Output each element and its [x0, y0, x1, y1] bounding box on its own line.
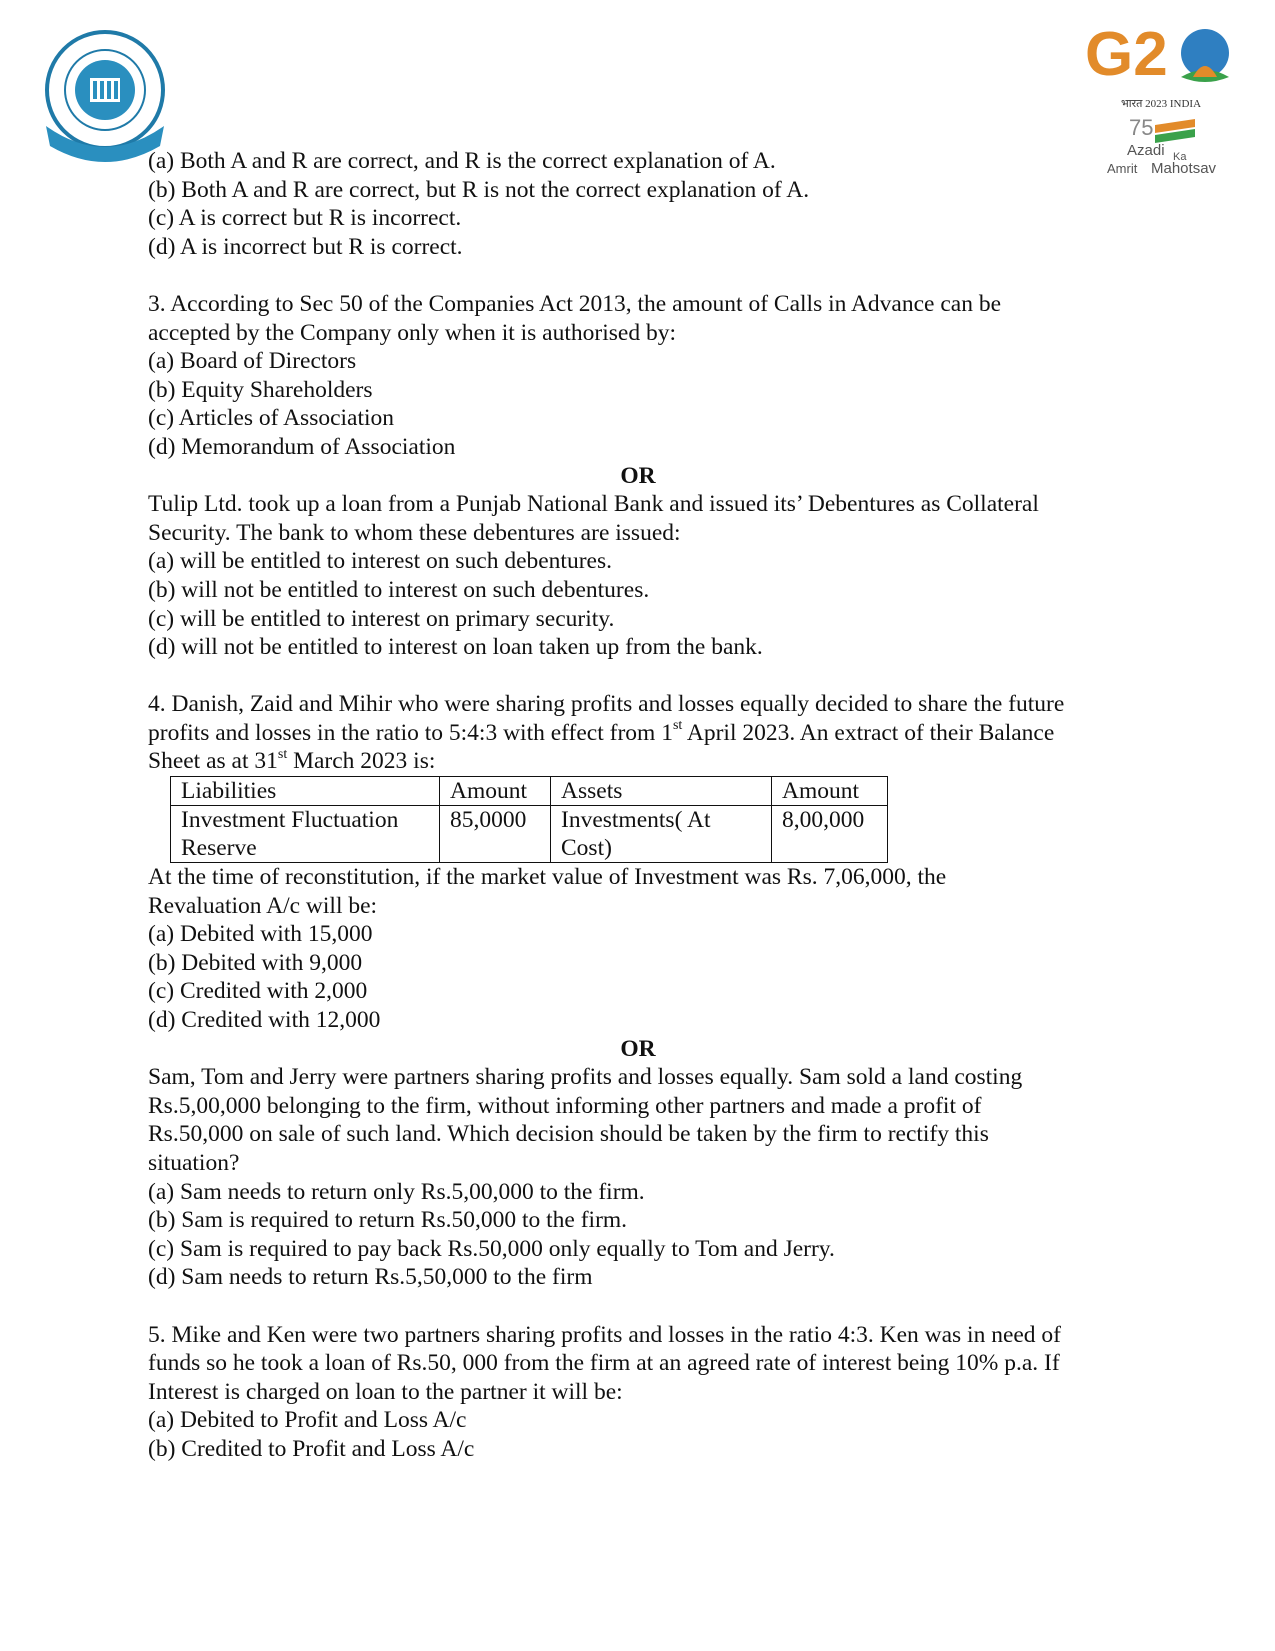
cell-liability: Investment Fluctuation Reserve	[171, 806, 440, 863]
header-amount-assets: Amount	[772, 777, 888, 806]
q2-option-c: (c) A is correct but R is incorrect.	[148, 205, 462, 232]
svg-text:75: 75	[1129, 115, 1154, 140]
question-content	[148, 147, 1128, 1464]
header-assets: Assets	[551, 777, 772, 806]
q5-stem-line-3: Interest is charged on loan to the partner it will be:	[148, 1378, 623, 1405]
q4-alt-option-a: (a) Sam needs to return only Rs.5,00,000 to the firm.	[148, 1178, 645, 1205]
q3-or-divider: OR	[620, 462, 656, 489]
header-liabilities: Liabilities	[171, 777, 440, 806]
q3-alt-stem-line-2: Security. The bank to whom these debentures are issued:	[148, 519, 681, 546]
q3-alt-option-d: (d) will not be entitled to interest on loan taken up from the bank.	[148, 634, 763, 661]
q4-option-a: (a) Debited with 15,000	[148, 921, 373, 948]
q3-alt-option-a: (a) will be entitled to interest on such debentures.	[148, 548, 612, 575]
q3-alt-stem-line-1: Tulip Ltd. took up a loan from a Punjab National Bank and issued its’ Debentures as Collateral	[148, 491, 1039, 518]
q3-option-a: (a) Board of Directors	[148, 348, 357, 375]
cell-asset-amount: 8,00,000	[772, 806, 888, 863]
table-header-row	[171, 777, 888, 806]
q3-alt-option-c: (c) will be entitled to interest on primary security.	[148, 605, 615, 632]
q5-stem-line-1: 5. Mike and Ken were two partners sharing profits and losses in the ratio 4:3. Ken was in need of	[148, 1321, 1062, 1348]
svg-text:Amrit: Amrit	[1107, 161, 1138, 175]
q3-stem-line-1: 3. According to Sec 50 of the Companies Act 2013, the amount of Calls in Advance can be	[148, 290, 1001, 317]
q4-option-b: (b) Debited with 9,000	[148, 949, 363, 976]
svg-text:Azadi: Azadi	[1127, 142, 1165, 159]
q4-alt-stem-line-2: Rs.5,00,000 belonging to the firm, without informing other partners and made a profit of	[148, 1092, 982, 1119]
q3-option-d: (d) Memorandum of Association	[148, 433, 456, 460]
q4-stem-line-2: profits and losses in the ratio to 5:4:3 with effect from 1st April 2023. An extract of their Balance	[148, 718, 1055, 746]
q3-option-b: (b) Equity Shareholders	[148, 376, 373, 403]
q3-stem-line-2: accepted by the Company only when it is authorised by:	[148, 319, 676, 346]
cell-asset: Investments( At Cost)	[551, 806, 772, 863]
question-3	[148, 290, 1128, 662]
q4-alt-stem-line-1: Sam, Tom and Jerry were partners sharing profits and losses equally. Sam sold a land costing	[148, 1064, 1023, 1091]
q4-stem-line-3: Sheet as at 31st March 2023 is:	[148, 746, 436, 775]
header-amount-liabilities: Amount	[440, 777, 551, 806]
q3-alt-option-b: (b) will not be entitled to interest on such debentures.	[148, 576, 650, 603]
q4-alt-stem-line-3: Rs.50,000 on sale of such land. Which decision should be taken by the firm to rectify this	[148, 1121, 989, 1148]
q4-after-line-2: Revaluation A/c will be:	[148, 892, 378, 919]
q4-alt-option-b: (b) Sam is required to return Rs.50,000 to the firm.	[148, 1207, 628, 1234]
q2-option-a: (a) Both A and R are correct, and R is the correct explanation of A.	[148, 148, 776, 174]
q5-stem-line-2: funds so he took a loan of Rs.50, 000 from the firm at an agreed rate of interest being 10% p.a. If	[148, 1350, 1060, 1377]
q2-options	[148, 147, 1128, 261]
q4-option-c: (c) Credited with 2,000	[148, 978, 368, 1005]
q4-after-line-1: At the time of reconstitution, if the market value of Investment was Rs. 7,06,000, the	[148, 864, 947, 891]
q4-stem-line-1: 4. Danish, Zaid and Mihir who were sharing profits and losses equally decided to share the future	[148, 691, 1065, 718]
svg-text:भारत 2023 INDIA: भारत 2023 INDIA	[1121, 98, 1202, 110]
q4-alt-stem-line-4: situation?	[148, 1150, 240, 1176]
question-4	[148, 690, 1128, 1292]
q2-option-b: (b) Both A and R are correct, but R is not the correct explanation of A.	[148, 176, 810, 203]
svg-text:Mahotsav: Mahotsav	[1151, 160, 1217, 175]
question-5	[148, 1321, 1128, 1464]
q4-alt-option-d: (d) Sam needs to return Rs.5,50,000 to the firm	[148, 1264, 593, 1291]
svg-text:Ka: Ka	[1173, 151, 1187, 163]
q3-option-c: (c) Articles of Association	[148, 405, 395, 432]
cell-liability-amount: 85,0000	[440, 806, 551, 863]
table-row	[171, 806, 888, 863]
q5-option-b: (b) Credited to Profit and Loss A/c	[148, 1435, 475, 1462]
balance-sheet-table	[170, 776, 888, 863]
q2-option-d: (d) A is incorrect but R is correct.	[148, 233, 463, 260]
svg-text:G2: G2	[1085, 20, 1168, 89]
q4-alt-option-c: (c) Sam is required to pay back Rs.50,000 only equally to Tom and Jerry.	[148, 1235, 835, 1262]
q4-option-d: (d) Credited with 12,000	[148, 1007, 381, 1034]
q4-or-divider: OR	[620, 1035, 656, 1062]
q5-option-a: (a) Debited to Profit and Loss A/c	[148, 1407, 467, 1434]
